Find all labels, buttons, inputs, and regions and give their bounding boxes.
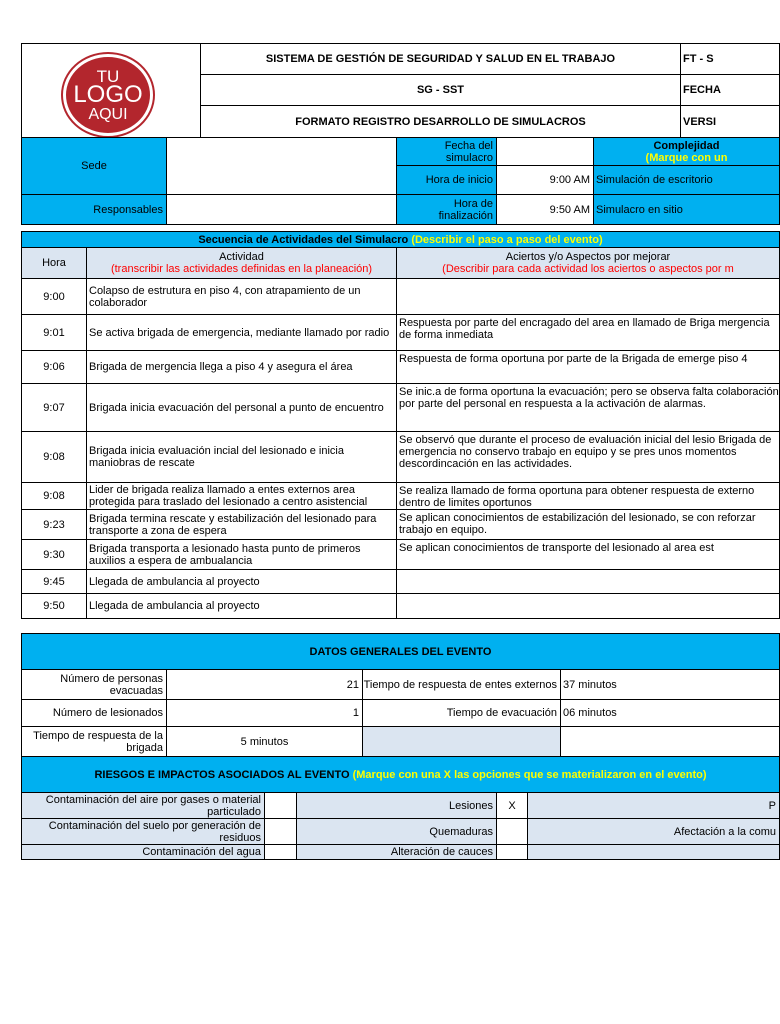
sede-value[interactable] (166, 137, 397, 195)
row-aciertos[interactable] (396, 569, 780, 594)
col-aciertos-header (396, 247, 780, 279)
resp-brigada-value[interactable]: 5 minutos (166, 726, 363, 757)
row-actividad[interactable]: Brigada termina rescate y estabilización del lesionado para transporte a zona de espera (86, 509, 397, 540)
risk-comunidad: Afectación a la comu (527, 818, 780, 845)
empty-cell[interactable] (560, 726, 780, 757)
risk-p: P (527, 792, 780, 819)
sequence-title-bar (21, 231, 780, 248)
sede-label: Sede (21, 137, 167, 195)
row-actividad[interactable]: Brigada inicia evaluación incial del lesionado e inicia maniobras de rescate (86, 431, 397, 483)
row-aciertos[interactable] (396, 278, 780, 315)
row-aciertos[interactable]: Se realiza llamado de forma oportuna para obtener respuesta de externo dentro de limites oportunos (396, 482, 780, 510)
risk-cauces: Alteración de cauces (296, 844, 497, 860)
row-actividad[interactable]: Brigada inicia evacuación del personal a punto de encuentro (86, 383, 397, 432)
row-actividad[interactable]: Llegada de ambulancia al proyecto (86, 593, 397, 619)
logo-text-line1: TU (96, 67, 120, 86)
complejidad-note: (Marque con un (645, 152, 728, 164)
fecha-value[interactable] (496, 137, 594, 166)
row-hora: 9:01 (21, 314, 87, 351)
row-actividad[interactable]: Llegada de ambulancia al proyecto (86, 569, 397, 594)
row-hora: 9:23 (21, 509, 87, 540)
risk-suelo: Contaminación del suelo por generación de residuos (21, 818, 265, 845)
row-hora: 9:07 (21, 383, 87, 432)
col-hora-header: Hora (21, 247, 87, 279)
col-actividad-note: (transcribir las actividades definidas en la planeación) (110, 263, 373, 275)
responsables-label: Responsables (21, 194, 167, 225)
evacuacion-label: Tiempo de evacuación (362, 699, 561, 727)
sequence-title: Secuencia de Actividades del Simulacro (198, 233, 409, 246)
logo-text-line3: AQUI (88, 106, 128, 123)
row-hora: 9:08 (21, 482, 87, 510)
resp-entes-label: Tiempo de respuesta de entes externos (362, 669, 561, 700)
row-aciertos[interactable]: Respuesta por parte del encragado del area en llamado de Briga mergencia de forma inmediata (396, 314, 780, 351)
row-aciertos[interactable]: Se aplican conocimientos de estabilización del lesionado, se con reforzar trabajo en equipo. (396, 509, 780, 540)
risk-cauces-check[interactable] (496, 844, 528, 860)
evacuacion-value[interactable]: 06 minutos (560, 699, 780, 727)
row-actividad[interactable]: Colapso de estrutura en piso 4, con atrapamiento de un colaborador (86, 278, 397, 315)
row-actividad[interactable]: Brigada de mergencia llega a piso 4 y asegura el área (86, 350, 397, 384)
header-date: FECHA (680, 74, 780, 106)
logo (63, 54, 153, 136)
lesionados-value[interactable]: 1 (166, 699, 363, 727)
risk-lesiones: Lesiones (296, 792, 497, 819)
logo-text-line2: LOGO (73, 81, 143, 108)
risks-title-note: (Marque con una X las opciones que se materializaron en el evento) (352, 768, 707, 781)
risk-agua-check[interactable] (264, 844, 297, 860)
row-aciertos[interactable]: Se aplican conocimientos de transporte del lesionado al area est (396, 539, 780, 570)
personas-label: Número de personas evacuadas (21, 669, 167, 700)
row-aciertos[interactable]: Respuesta de forma oportuna por parte de la Brigada de emerge piso 4 (396, 350, 780, 384)
empty-cell (527, 844, 780, 860)
general-title: DATOS GENERALES DEL EVENTO (21, 633, 780, 670)
risk-suelo-check[interactable] (264, 818, 297, 845)
simulacion-escritorio: Simulación de escritorio (593, 165, 780, 195)
header-subtitle: SG - SST (200, 74, 681, 106)
header-code: FT - S (680, 43, 780, 75)
risk-lesiones-check[interactable]: X (496, 792, 528, 819)
fecha-label: Fecha del simulacro (396, 137, 497, 166)
hora-fin-label: Hora de finalización (396, 194, 497, 225)
empty-cell (362, 726, 561, 757)
row-actividad[interactable]: Se activa brigada de emergencia, mediante llamado por radio (86, 314, 397, 351)
risk-aire-check[interactable] (264, 792, 297, 819)
hora-inicio-label: Hora de inicio (396, 165, 497, 195)
sequence-title-note: (Describir el paso a paso del evento) (411, 233, 603, 246)
header-version: VERSI (680, 105, 780, 138)
lesionados-label: Número de lesionados (21, 699, 167, 727)
row-aciertos[interactable]: Se observó que durante el proceso de evaluación inicial del lesio Brigada de emergencia no conservo trabajo en equipo y se pres unos momentos descordincación en las actividades. (396, 431, 780, 483)
col-aciertos-note: (Describir para cada actividad los aciertos o aspectos por m (442, 263, 734, 275)
risk-aire: Contaminación del aire por gases o material particulado (21, 792, 265, 819)
risks-title: RIESGOS E IMPACTOS ASOCIADOS AL EVENTO (94, 768, 350, 781)
responsables-value[interactable] (166, 194, 397, 225)
row-hora: 9:50 (21, 593, 87, 619)
resp-entes-value[interactable]: 37 minutos (560, 669, 780, 700)
hora-fin-value[interactable]: 9:50 AM (496, 194, 594, 225)
row-hora: 9:08 (21, 431, 87, 483)
hora-inicio-value[interactable]: 9:00 AM (496, 165, 594, 195)
col-actividad-header (86, 247, 397, 279)
row-hora: 9:45 (21, 569, 87, 594)
col-aciertos-label: Aciertos y/o Aspectos por mejorar (505, 251, 671, 263)
risk-quemaduras: Quemaduras (296, 818, 497, 845)
simulacro-sitio: Simulacro en sitio (593, 194, 780, 225)
resp-brigada-label: Tiempo de respuesta de la brigada (21, 726, 167, 757)
col-actividad-label: Actividad (219, 251, 264, 263)
row-aciertos[interactable]: Se inic.a de forma oportuna la evacuación; pero se observa falta colaboración por parte del personal en respuesta a la activación de alarmas. (396, 383, 780, 432)
complejidad-label: Complejidad (653, 140, 720, 152)
header-form-name: FORMATO REGISTRO DESARROLLO DE SIMULACROS (200, 105, 681, 138)
risks-title-bar (21, 756, 780, 793)
row-actividad[interactable]: Brigada transporta a lesionado hasta punto de primeros auxilios a espera de ambualancia (86, 539, 397, 570)
complejidad-header (593, 137, 780, 166)
risk-agua: Contaminación del agua (21, 844, 265, 860)
row-hora: 9:06 (21, 350, 87, 384)
row-actividad[interactable]: Lider de brigada realiza llamado a entes externos area protegida para traslado del lesionado a centro asistencial (86, 482, 397, 510)
row-aciertos[interactable] (396, 593, 780, 619)
row-hora: 9:30 (21, 539, 87, 570)
header-title: SISTEMA DE GESTIÓN DE SEGURIDAD Y SALUD EN EL TRABAJO (200, 43, 681, 75)
personas-value[interactable]: 21 (166, 669, 363, 700)
risk-quemaduras-check[interactable] (496, 818, 528, 845)
row-hora: 9:00 (21, 278, 87, 315)
